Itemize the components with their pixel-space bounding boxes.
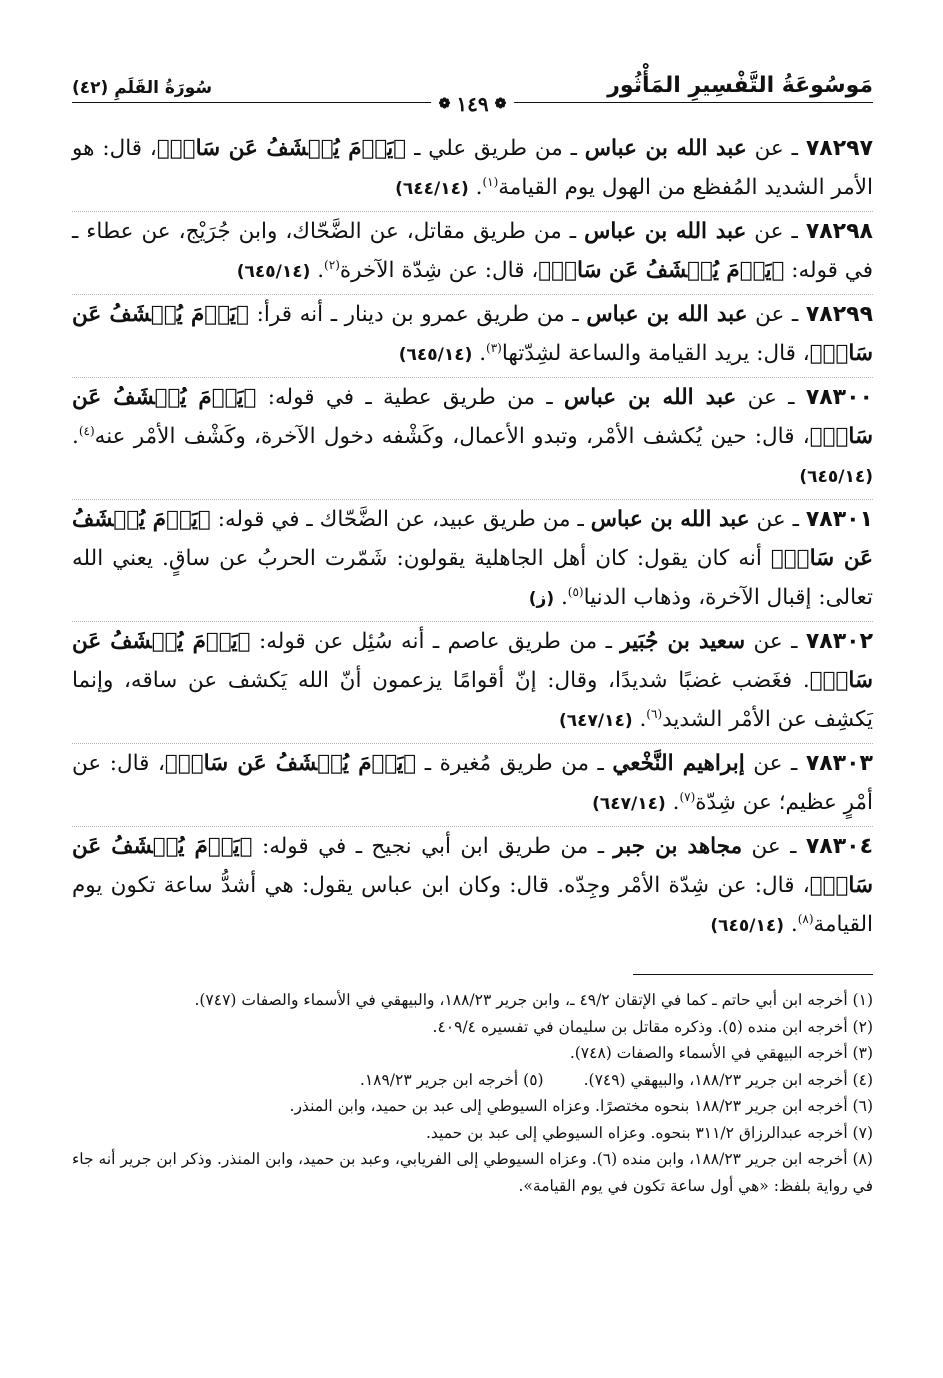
- ornament-icon: ❁: [494, 96, 507, 112]
- entry-text: .: [468, 175, 483, 200]
- entry: [72, 212, 873, 295]
- entry: [72, 378, 873, 500]
- entry-text: .: [554, 585, 568, 610]
- footnote-marker[interactable]: (٨): [797, 911, 814, 926]
- entry-text: .: [310, 258, 325, 283]
- volume-page-ref: (٦٤٥/١٤): [799, 467, 873, 487]
- entry-text: ـ من طريق عبيد، عن الضَّحّاك ـ في قوله:: [210, 507, 591, 532]
- entry-number: ٧٨٣٠٣: [805, 751, 873, 776]
- series-title: مَوسُوعَةُ التَّفْسِيرِ المَأْثُور: [607, 73, 873, 98]
- entry-text: ـ من طريق علي ـ: [406, 136, 585, 161]
- ornament-icon: ❁: [438, 96, 451, 112]
- entry: [72, 744, 873, 827]
- quran-verse: ﴿يَوۡمَ يُكۡشَفُ عَن سَاقٖ﴾: [164, 751, 417, 776]
- narrator: سعيد بن جُبَير: [620, 629, 746, 654]
- page-number: ١٤٩: [456, 92, 489, 116]
- entry-number: ٧٨٣٠٢: [805, 629, 874, 654]
- entry-number: ٧٨٣٠٠: [805, 385, 873, 410]
- narrator: عبد الله بن عباس: [584, 136, 747, 161]
- footnote-marker[interactable]: (٢): [324, 257, 340, 272]
- footnote-6: (٦) أخرجه ابن جرير ١٨٨/٢٣ بنحوه مختصرًا. وعزاه السيوطي إلى عبد بن حميد، وابن المنذر.: [289, 1097, 873, 1115]
- entry-text: ـ عن: [746, 219, 798, 244]
- entry: [72, 622, 873, 744]
- quran-verse: ﴿يَوۡمَ يُكۡشَفُ عَن سَاقٖ﴾: [72, 385, 873, 449]
- volume-page-ref: (٦٤٥/١٤): [236, 262, 311, 282]
- footnote-marker[interactable]: (٧): [679, 789, 696, 804]
- footnote-marker[interactable]: (٦): [646, 706, 663, 721]
- entry-text: أنه كان يقول: كان أهل الجاهلية يقولون: شَمّرت الحربُ عن ساقٍ. يعني الله تعالى: إقبال الآخرة، وذهاب الدنيا: [72, 546, 873, 610]
- entry-text: ، قال: يريد القيامة والساعة لشِدّتها: [501, 341, 810, 366]
- entry-text: ، قال: هو الأمر الشديد المُفظع من الهول يوم القيامة: [72, 136, 873, 200]
- quran-verse: ﴿يَوۡمَ يُكۡشَفُ عَن سَاقٖ﴾: [156, 136, 407, 161]
- entry-text: ـ عن: [746, 136, 798, 161]
- entry-number: ٧٨٣٠٤: [805, 834, 874, 859]
- volume-page-ref: (ز): [528, 589, 555, 609]
- entry-number: ٧٨٣٠١: [805, 507, 873, 532]
- entry-text: ـ من طريق مقاتل، عن الضَّحّاك، وابن جُرَيْج، عن عطاء ـ في قوله:: [72, 219, 873, 283]
- entry-text: .: [72, 424, 79, 449]
- footnote-marker[interactable]: (٤): [78, 423, 95, 438]
- footnote-marker[interactable]: (٣): [486, 340, 502, 355]
- quran-verse: ﴿يَوۡمَ يُكۡشَفُ عَن سَاقٖ﴾: [72, 834, 873, 898]
- footnote-8: (٨) أخرجه ابن جرير ١٨٨/٢٣، وابن منده (٦). وعزاه السيوطي إلى الفريابي، وعبد بن حميد، وابن المنذر. وذكر ابن جرير أنه جاء في رواية بلفظ: «هي أول ساعة تكون في يوم القيامة».: [72, 1150, 873, 1195]
- entry: [72, 827, 873, 948]
- quran-verse: ﴿يَوۡمَ يُكۡشَفُ عَن سَاقٖ﴾: [72, 507, 874, 571]
- footnote-row: [72, 1067, 873, 1094]
- entry: [72, 500, 873, 622]
- volume-page-ref: (٦٤٧/١٤): [558, 711, 633, 731]
- footnote-1: (١) أخرجه ابن أبي حاتم ـ كما في الإتقان ٤٩/٢ ـ، وابن جرير ١٨٨/٢٣، والبيهقي في الأسماء والصفات (٧٤٧).: [194, 991, 873, 1009]
- narrator: عبد الله بن عباس: [564, 385, 737, 410]
- narrator: عبد الله بن عباس: [590, 507, 750, 532]
- surah-label: سُورَةُ القَلَمِ (٤٢): [72, 78, 213, 98]
- entry-text: ـ عن: [745, 629, 798, 654]
- footnote-4: (٤) أخرجه ابن جرير ١٨٨/٢٣، والبيهقي (٧٤٩).: [583, 1070, 873, 1089]
- entry-text: ـ عن: [747, 302, 799, 327]
- entry-number: ٧٨٢٩٨: [805, 219, 873, 244]
- entry-text: .: [632, 707, 647, 732]
- entry-text: ـ عن: [742, 834, 797, 859]
- footnote-3: (٣) أخرجه البيهقي في الأسماء والصفات (٧٤٨).: [569, 1044, 873, 1062]
- volume-page-ref: (٦٤٧/١٤): [592, 794, 666, 814]
- entry: [72, 129, 873, 212]
- narrator: عبد الله بن عباس: [586, 302, 748, 327]
- entry-text: . فغَضب غضبًا شديدًا، وقال: إنّ أقوامًا يزعمون أنّ الله يَكشف عن ساقه، وإنما يَكشِف عن الأمْر الشديد: [72, 668, 873, 732]
- entries-list: [72, 129, 873, 948]
- volume-page-ref: (٦٤٥/١٤): [398, 345, 473, 365]
- entry-text: .: [472, 341, 487, 366]
- entry-text: ـ عن: [749, 507, 799, 532]
- page-number-badge: [431, 92, 515, 116]
- footnote-separator: [633, 974, 873, 975]
- volume-page-ref: (٦٤٥/١٤): [710, 916, 785, 936]
- entry-text: ، قال: عن شِدّة الأمْر وجِدّه. قال: وكان ابن عباس يقول: هي أشدُّ ساعة تكون يوم القيامة: [72, 873, 873, 937]
- entry-text: ، قال: عن شِدّة الآخرة: [339, 258, 539, 283]
- narrator: عبد الله بن عباس: [584, 219, 747, 244]
- footnote-2: (٢) أخرجه ابن منده (٥). وذكره مقاتل بن سليمان في تفسيره ٤٠٩/٤.: [432, 1017, 873, 1036]
- entry-text: ـ من طريق عطية ـ في قوله:: [256, 385, 565, 410]
- entry-text: ، قال: عن أمْرٍ عظيم؛ عن شِدّة: [72, 751, 873, 815]
- entry-text: .: [665, 790, 680, 815]
- entry-text: ـ من طريق عمرو بن دينار ـ أنه قرأ:: [249, 302, 587, 327]
- entry-number: ٧٨٢٩٩: [805, 302, 873, 327]
- footnote-marker[interactable]: (١): [482, 174, 499, 189]
- footnote-marker[interactable]: (٥): [567, 584, 584, 599]
- entry-text: ـ عن: [744, 751, 798, 776]
- footnote-5: (٥) أخرجه ابن جرير ١٨٩/٢٣.: [359, 1070, 544, 1089]
- narrator: مجاهد بن جبر: [613, 834, 743, 859]
- entry-text: ، قال: حين يُكشف الأمْر، وتبدو الأعمال، وكَشْفه دخول الآخرة، وكَشْف الأمْر عنه: [94, 424, 810, 449]
- footnotes-section: [72, 987, 873, 1199]
- entry-text: ـ من طريق عاصم ـ أنه سُئِل عن قوله:: [250, 629, 621, 654]
- entry-text: ـ عن: [736, 385, 795, 410]
- entry-number: ٧٨٢٩٧: [805, 136, 873, 161]
- quran-verse: ﴿يَوۡمَ يُكۡشَفُ عَن سَاقٖ﴾: [72, 302, 873, 366]
- book-page: [72, 58, 873, 1338]
- entry-text: ـ من طريق مُغيرة ـ: [416, 751, 613, 776]
- entry: [72, 295, 873, 378]
- volume-page-ref: (٦٤٤/١٤): [395, 179, 469, 199]
- quran-verse: ﴿يَوۡمَ يُكۡشَفُ عَن سَاقٖ﴾: [72, 629, 873, 693]
- footnote-7: (٧) أخرجه عبدالرزاق ٣١١/٢ بنحوه. وعزاه السيوطي إلى عبد بن حميد.: [425, 1123, 873, 1142]
- narrator: إبراهيم النَّخْعي: [612, 751, 745, 776]
- quran-verse: ﴿يَوۡمَ يُكۡشَفُ عَن سَاقٖ﴾: [538, 258, 785, 283]
- entry-text: .: [784, 912, 798, 937]
- running-header: [72, 58, 873, 116]
- entry-text: ـ من طريق ابن أبي نجيح ـ في قوله:: [252, 834, 614, 859]
